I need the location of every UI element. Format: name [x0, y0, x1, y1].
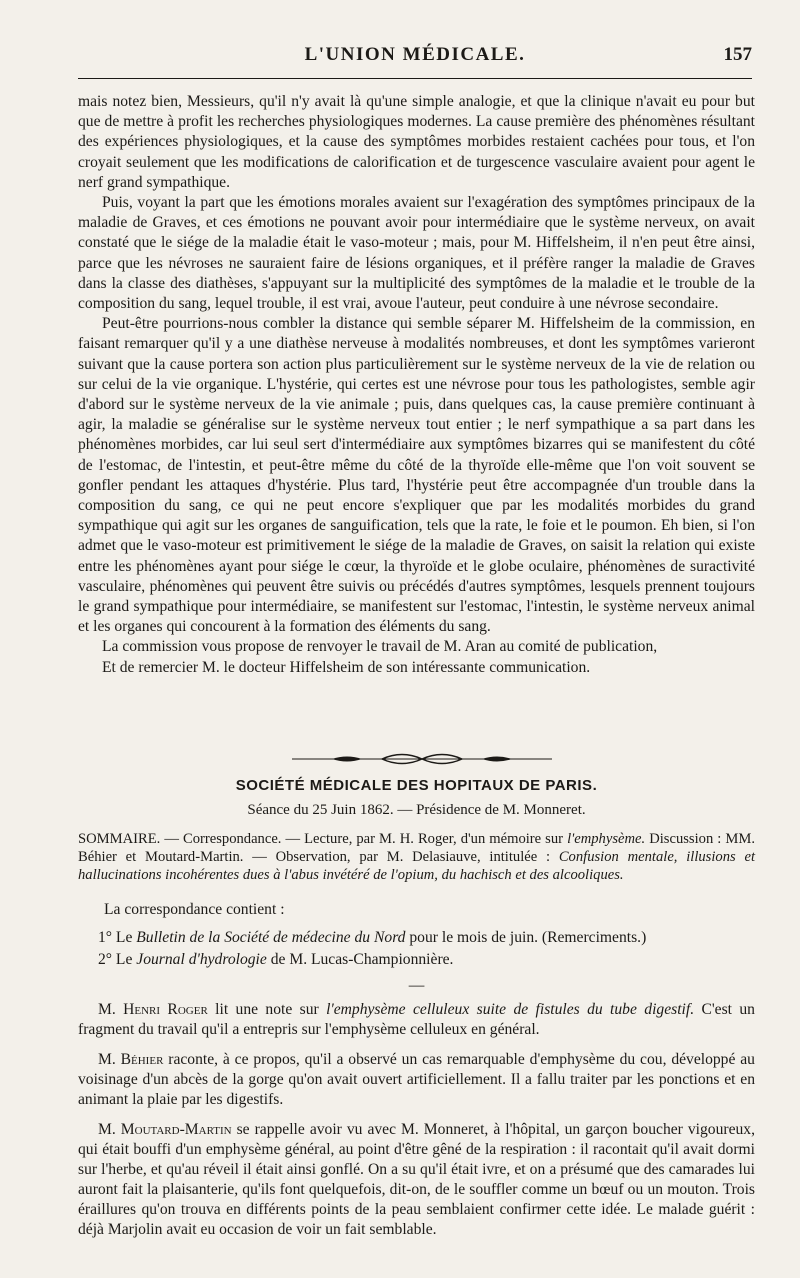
roger-title: l'emphysème celluleux suite de fistules du tube digestif.: [326, 1001, 695, 1018]
corr2-number: 2° Le: [98, 951, 137, 968]
running-head: [78, 44, 752, 70]
society-section: [78, 776, 755, 1250]
corr2-title: Journal d'hydrologie: [136, 951, 267, 968]
moutard-paragraph: [78, 1120, 755, 1240]
session-line: Séance du 25 Juin 1862. — Présidence de M. Monneret.: [247, 802, 586, 818]
paragraph-3: Peut-être pourrions-nous combler la distance qui semble séparer M. Hiffelsheim de la commission, en faisant remarquer qu'il y a une diathèse nerveuse à modalités nombreuses, et dont les symptômes varieront suivant que la cause portera son action plus particulièrement sur le système nerveux de la vie de relation ou sur celui de la vie organique. L'hystérie, qui certes est une névrose pour tous les pathologistes, semble agir d'abord sur le système nerveux de la vie animale ; puis, dans quelques cas, la cause première continuant à agir, la maladie se généralise sur le système nerveux tout entier ; le nerf sympathique a sa part dans les phénomènes morbides, car lui seul sert d'intermédiaire aux symptômes bizarres qui se manifestent du côté de l'estomac, de l'intestin, et peut-être même du côté de la thyroïde elle-même que l'on voit souvent se gonfler pendant les attaques d'hystérie. Plus tard, l'hystérie peut être accompagnée d'un trouble dans la composition du sang, ce qui ne peut encore s'expliquer que par les modalités morbides du grand sympathique qui agit sur les organes de sanguification, tels que la rate, le foie et le poumon. Eh bien, si l'on admet que le vaso-moteur est primitivement le siége de la maladie de Graves, on saisit la relation qui existe entre les phénomènes ayant pour siége le cœur, la thyroïde et le globe oculaire, phénomènes de suractivité vasculaire, phénomènes qui peuvent être suivis ou précédés d'autres symptômes, lesquels prennent toujours le grand sympathique pour intermédiaire, se manifestent sur l'estomac, l'intestin, le système nerveux animal et les organes qui concourent à la formation des éléments du sang.: [78, 315, 755, 636]
corr1-number: 1° Le: [98, 929, 137, 946]
sommaire: [78, 830, 755, 884]
correspondence-item-2: [98, 950, 755, 970]
paragraph-5: Et de remercier M. le docteur Hiffelsheim de son intéressante communication.: [102, 658, 591, 676]
corr2-rest: de M. Lucas-Championnière.: [266, 951, 454, 968]
running-title: L'UNION MÉDICALE.: [304, 44, 526, 65]
corr1-title: Bulletin de la Société de médecine du Nord: [136, 929, 406, 946]
ornament-divider: [292, 749, 552, 769]
roger-paragraph: [78, 1000, 755, 1040]
separator-dash: —: [408, 977, 425, 994]
corr1-rest: pour le mois de juin. (Remerciments.): [405, 929, 647, 946]
speaker-roger: M. Henri Roger: [98, 1001, 208, 1018]
speaker-moutard-martin: M. Moutard-Martin: [98, 1121, 232, 1138]
paragraph-2: Puis, voyant la part que les émotions morales avaient sur l'exagération des symptômes principaux de la maladie de Graves, et ces émotions ne pouvant avoir pour intermédiaire que le système nerveux, on avait constaté que le siége de la maladie était le vaso-moteur ; mais, pour M. Hiffelsheim, il n'en peut être ainsi, parce que les névroses ne sauraient faire de lésions organiques, et il préfère ranger la maladie de Graves dans la classe des diathèses, s'appuyant sur la multiplicité des symptômes de la maladie et le trouble de la composition du sang, lequel trouble, il est vrai, avoue l'auteur, peut conduire à une névrose secondaire.: [78, 194, 755, 313]
sommaire-emphysema: l'emphysème.: [567, 831, 646, 847]
page-number: 157: [723, 44, 752, 65]
behier-paragraph: [78, 1050, 755, 1110]
correspondence-intro: La correspondance contient :: [104, 901, 285, 918]
header-rule: [78, 78, 752, 79]
sommaire-label: SOMMAIRE.: [78, 831, 161, 847]
paragraph-1: mais notez bien, Messieurs, qu'il n'y avait là qu'une simple analogie, et que la clinique n'avait eu pour but que de mettre à profit les recherches physiologiques modernes. La cause première des phénomènes résultant des expériences physiologiques, et la cause des symptômes morbides restaient cachées pour tous, et l'on croyait seulement que les modifications de calorification et de turgescence vasculaire avaient pour agent le nerf grand sympathique.: [78, 93, 755, 191]
paragraph-4: La commission vous propose de renvoyer le travail de M. Aran au comité de publication,: [102, 638, 658, 656]
moutard-text: se rappelle avoir vu avec M. Monneret, à l'hôpital, un garçon boucher vigoureux, qui était bouffi d'un emphysème général, au point d'être gêné de la respiration : il racontait qu'il avait dormi sur l'herbe, et qu'au réveil il était ainsi gonflé. On a su qu'il était ivre, et on a présumé que des camarades lui auront fait la plaisanterie, qu'ils font quelquefois, dit-on, de le souffler comme un bœuf ou un mouton. Trois éraillures qu'on trouva en différents points de la peau semblaient confirmer cette idée. Le malade guérit : déjà Marjolin avait eu occasion de voir un fait semblable.: [78, 1121, 755, 1238]
sommaire-text: — Correspondance. — Lecture, par M. H. Roger, d'un mémoire sur: [160, 831, 568, 847]
behier-text: raconte, à ce propos, qu'il a observé un cas remarquable d'emphysème du cou, développé au voisinage d'un abcès de la gorge qu'on avait ouvert artificiellement. Il a fallu traiter par les ponctions et en animant la plaie par les digestifs.: [78, 1051, 755, 1108]
body-text: [78, 92, 755, 678]
correspondence-item-1: [98, 928, 755, 948]
roger-text-2: C'est un fragment du travail qu'il a entrepris sur l'emphysème celluleux en général.: [78, 1001, 755, 1038]
section-title: SOCIÉTÉ MÉDICALE DES HOPITAUX DE PARIS.: [235, 777, 598, 794]
speaker-behier: M. Béhier: [98, 1051, 164, 1068]
sommaire-text-2: Discussion : MM. Béhier et Moutard-Martin. — Observation, par M. Delasiauve, intitulée :: [78, 831, 755, 865]
roger-text-1: lit une note sur: [207, 1001, 327, 1018]
sommaire-title-italic: Confusion mentale, illusions et hallucinations incohérentes dues à l'abus invétéré de l'opium, du hachisch et des alcooliques.: [78, 849, 755, 883]
